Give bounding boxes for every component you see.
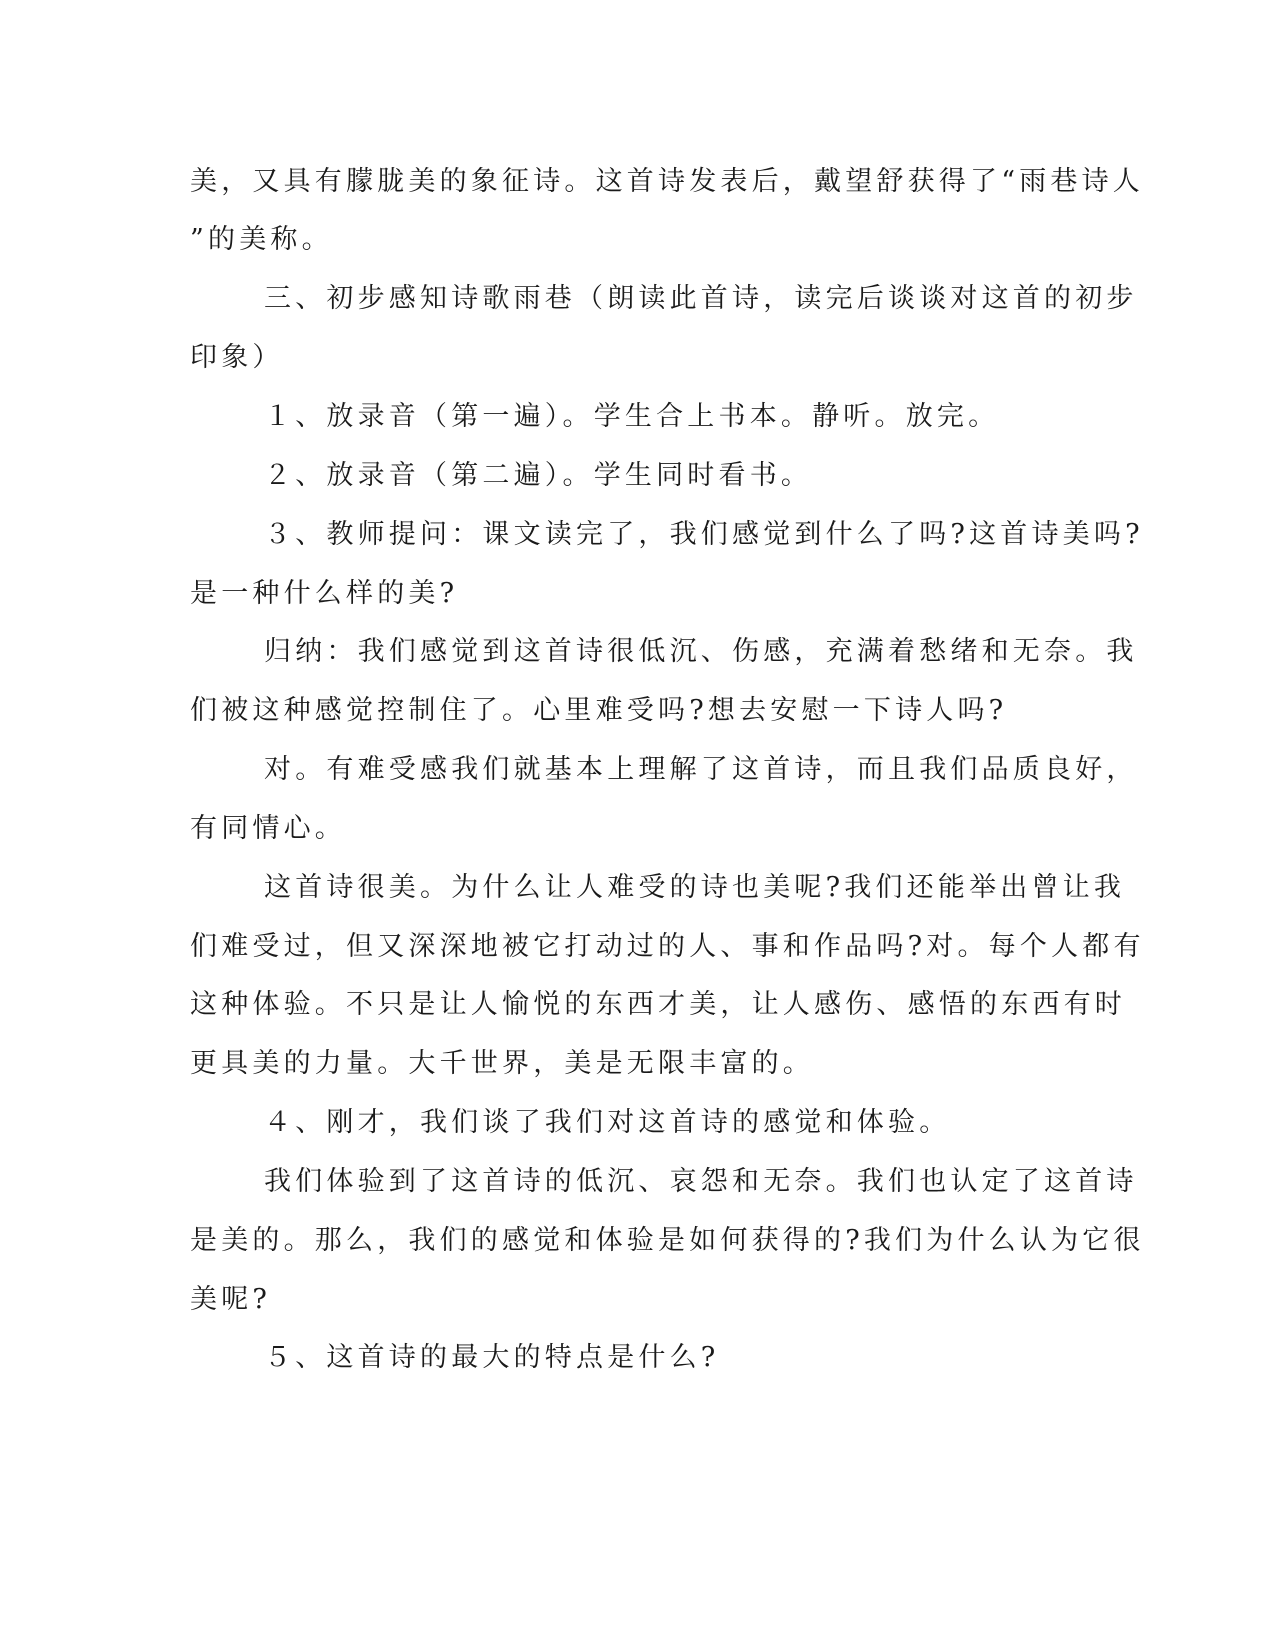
text-line: 这种体验。不只是让人愉悦的东西才美，让人感伤、感悟的东西有时: [190, 989, 1126, 1020]
text-line: 三、初步感知诗歌雨巷（朗读此首诗，读完后谈谈对这首的初步: [264, 283, 1138, 314]
text-line: 归纳：我们感觉到这首诗很低沉、伤感，充满着愁绪和无奈。我: [264, 636, 1138, 667]
text-line: 们难受过，但又深深地被它打动过的人、事和作品吗?对。每个人都有: [190, 931, 1145, 962]
text-line: 是一种什么样的美?: [190, 578, 459, 609]
text-line: ２、放录音（第二遍）。学生同时看书。: [264, 460, 813, 491]
text-line: １、放录音（第一遍）。学生合上书本。静听。放完。: [264, 401, 1000, 432]
text-line: 我们体验到了这首诗的低沉、哀怨和无奈。我们也认定了这首诗: [264, 1166, 1138, 1197]
text-line: 这首诗很美。为什么让人难受的诗也美呢?我们还能举出曾让我: [264, 872, 1126, 903]
text-line: 有同情心。: [190, 813, 346, 844]
text-line: ”的美称。: [190, 224, 333, 255]
text-line: 美呢?: [190, 1284, 272, 1315]
text-line: 更具美的力量。大千世界，美是无限丰富的。: [190, 1048, 814, 1079]
text-line: 们被这种感觉控制住了。心里难受吗?想去安慰一下诗人吗?: [190, 695, 1008, 726]
text-line: 对。有难受感我们就基本上理解了这首诗，而且我们品质良好，: [264, 754, 1138, 785]
text-line: 印象）: [190, 342, 284, 373]
text-line: ３、教师提问：课文读完了，我们感觉到什么了吗?这首诗美吗?: [264, 519, 1144, 550]
text-line: 是美的。那么，我们的感觉和体验是如何获得的?我们为什么认为它很: [190, 1225, 1145, 1256]
text-line: ４、刚才，我们谈了我们对这首诗的感觉和体验。: [264, 1107, 951, 1138]
text-line: ５、这首诗的最大的特点是什么?: [264, 1342, 720, 1373]
text-line: 美，又具有朦胧美的象征诗。这首诗发表后，戴望舒获得了“雨巷诗人: [190, 166, 1145, 197]
